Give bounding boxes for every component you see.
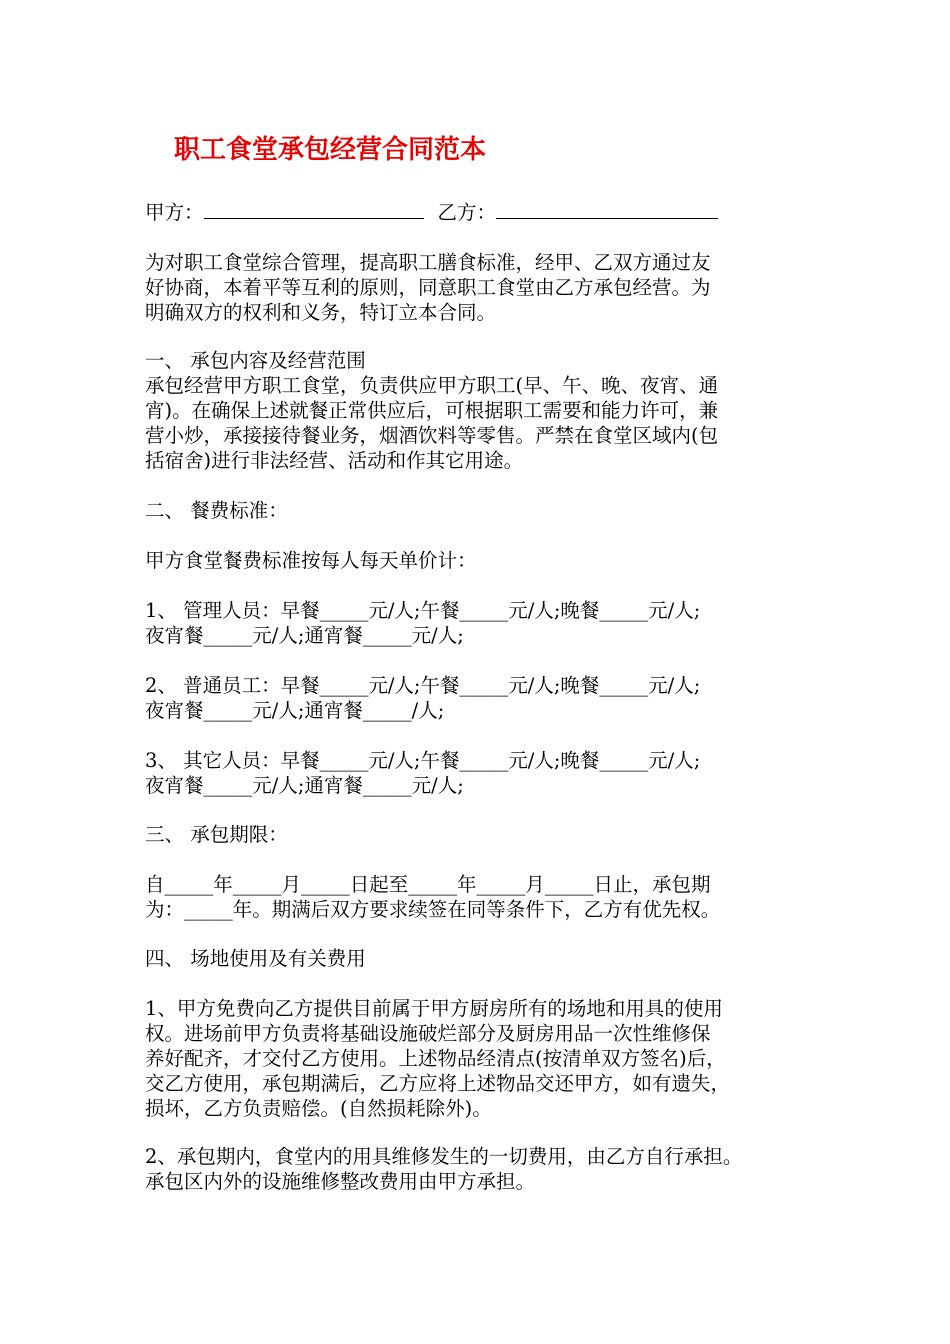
section-4-line: 损坏，乙方负责赔偿。(自然损耗除外)。 [145,1097,492,1120]
section-4-line: 1、甲方免费向乙方提供目前属于甲方厨房所有的场地和用具的使用 [145,997,723,1020]
section-2-intro [145,548,815,573]
section-2-heading [145,498,815,523]
fee-item-line: 夜宵餐_____元/人;通宵餐_____/人; [145,699,445,722]
section-4-line: 承包区内外的设施维修整改费用由甲方承担。 [145,1170,536,1193]
fee-item-line: 夜宵餐_____元/人;通宵餐_____元/人; [145,774,464,797]
intro-line: 明确双方的权利和义务，特订立本合同。 [145,301,497,324]
fee-item-other [145,748,815,798]
fee-item-line: 2、 普通员工：早餐_____元/人;午餐_____元/人;晚餐_____元/人; [145,674,701,697]
section-4-line: 权。进场前甲方负责将基础设施破烂部分及厨房用品一次性维修保 [145,1022,711,1045]
intro-line: 好协商，本着平等互利的原则，同意职工食堂由乙方承包经营。为 [145,276,711,299]
fee-item-staff [145,673,815,723]
fee-item-line: 3、 其它人员：早餐_____元/人;午餐_____元/人;晚餐_____元/人; [145,749,701,772]
section-4-paragraph-1 [145,996,815,1121]
section-4-line: 养好配齐，才交付乙方使用。上述物品经清点(按清单双方签名)后， [145,1047,726,1070]
fee-item-line: 1、 管理人员：早餐_____元/人;午餐_____元/人;晚餐_____元/人; [145,599,701,622]
section-4-heading-text: 四、 场地使用及有关费用 [145,947,366,970]
section-4-heading [145,946,815,971]
section-3-line: 自_____年_____月_____日起至_____年_____月_____日止，承包期 [145,873,711,896]
section-3-line: 为：_____年。期满后双方要求续签在同等条件下，乙方有优先权。 [145,898,721,921]
section-4-line: 2、承包期内，食堂内的用具维修发生的一切费用，由乙方自行承担。 [145,1145,743,1168]
party-a-blank [204,200,424,219]
section-2-intro-text: 甲方食堂餐费标准按每人每天单价计： [145,549,477,572]
section-3-heading [145,822,815,847]
section-1-line: 括宿舍)进行非法经营、活动和作其它用途。 [145,449,524,472]
section-1-heading: 一、 承包内容及经营范围 [145,349,366,372]
intro-line: 为对职工食堂综合管理，提高职工膳食标准，经甲、乙双方通过友 [145,251,711,274]
party-b-label: 乙方： [437,201,497,224]
section-1-line: 承包经营甲方职工食堂，负责供应甲方职工(早、午、晚、夜宵、通 [145,374,719,397]
parties-line [145,200,815,225]
section-4-line: 交乙方使用，承包期满后，乙方应将上述物品交还甲方，如有遗失， [145,1072,731,1095]
fee-item-management [145,598,815,648]
intro-paragraph [145,250,815,325]
document-title: 职工食堂承包经营合同范本 [173,135,486,165]
section-4-paragraph-2 [145,1144,815,1194]
section-2-heading-text: 二、 餐费标准： [145,499,288,522]
party-b-blank [496,200,718,219]
section-3-body [145,872,815,922]
fee-item-line: 夜宵餐_____元/人;通宵餐_____元/人; [145,624,464,647]
party-a-label: 甲方： [145,201,204,224]
section-1-line: 宵)。在确保上述就餐正常供应后，可根据职工需要和能力许可，兼 [145,399,719,422]
section-3-heading-text: 三、 承包期限： [145,823,288,846]
section-1 [145,348,815,473]
section-1-line: 营小炒，承接接待餐业务，烟酒饮料等零售。严禁在食堂区域内(包 [145,424,719,447]
